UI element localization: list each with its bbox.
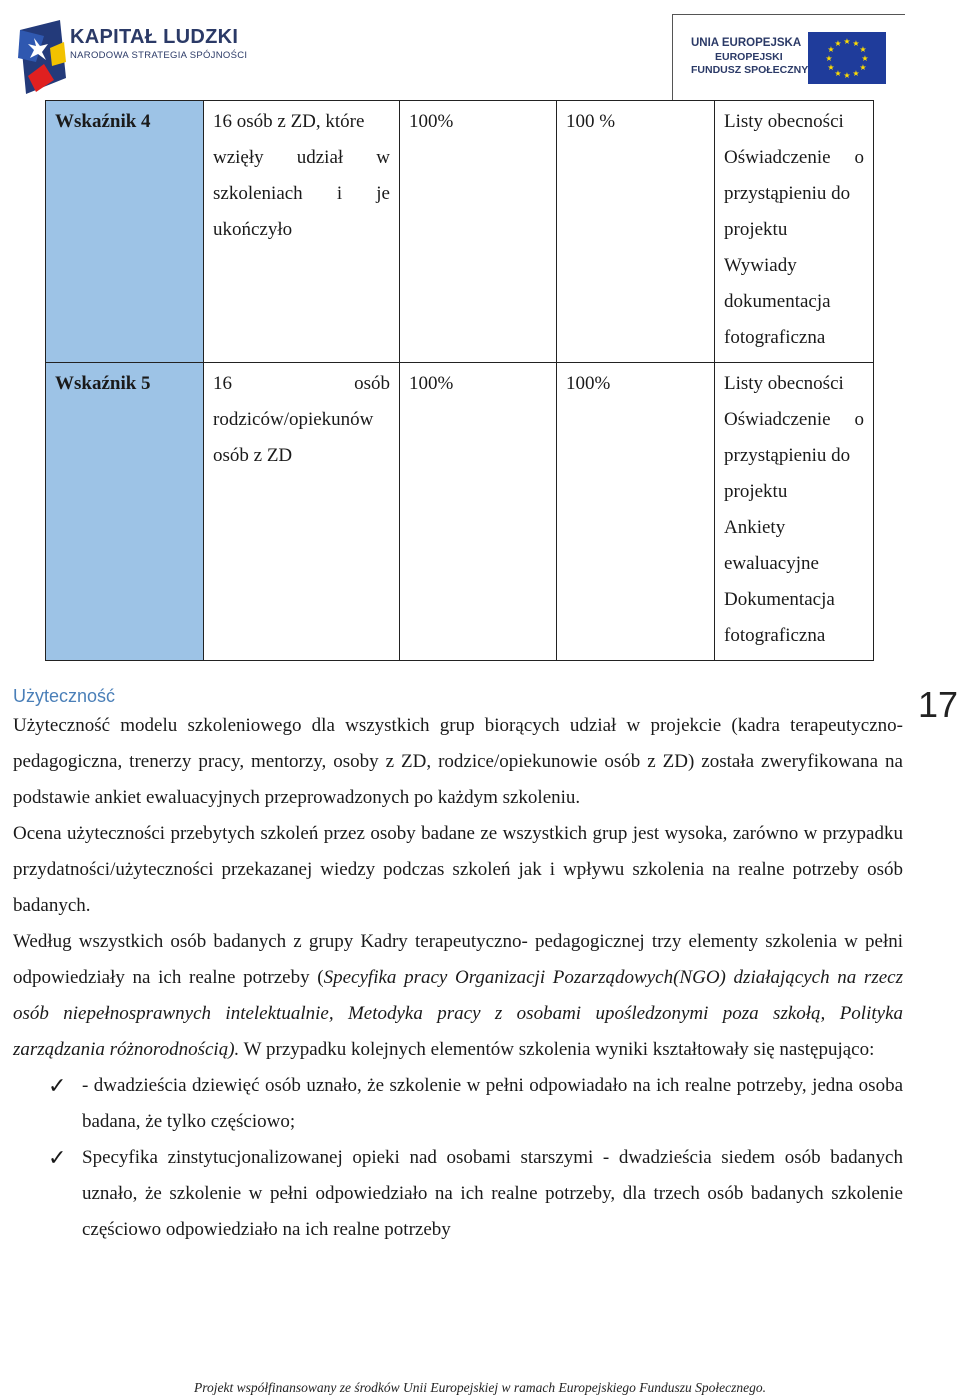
source-line: Listy obecności xyxy=(724,111,844,132)
desc-line: rodziców/opiekunów xyxy=(213,409,374,430)
indicator-sources xyxy=(715,363,874,661)
kapital-ludzki-emblem-icon xyxy=(14,18,70,96)
paragraph-3 xyxy=(13,924,903,1068)
svg-text:★: ★ xyxy=(834,69,842,78)
svg-text:★: ★ xyxy=(834,39,842,48)
table-row xyxy=(46,363,874,661)
svg-text:★: ★ xyxy=(859,45,867,54)
source-line: Dokumentacja xyxy=(724,589,835,610)
source-line: fotograficzna xyxy=(724,625,826,646)
section-usefulness xyxy=(13,684,903,1248)
desc-line: szkoleniach i je xyxy=(213,183,390,204)
list-item xyxy=(13,1068,903,1140)
paragraph-2: Ocena użyteczności przebytych szkoleń przez osoby badane ze wszystkich grup jest wysoka, zarówno w przypadku przydatności/użyteczności przekazanej wiedzy podczas szkoleń jak i wpływu szkolenia na realne potrzeby osób badanych. xyxy=(13,823,903,916)
eu-efs-logo xyxy=(672,14,905,101)
paragraph-1: Użyteczność modelu szkoleniowego dla wszystkich grup biorących udział w projekcie (kadra terapeutyczno-pedagogiczna, trenerzy pracy, mentorzy, osoby z ZD, rodzice/opiekunowie osób z ZD) została zweryfikowana na podstawie ankiet ewaluacyjnych przeprowadzonych po każdym szkoleniu. xyxy=(13,715,903,808)
kapital-ludzki-subtitle: NARODOWA STRATEGIA SPÓJNOŚCI xyxy=(70,50,248,61)
svg-text:★: ★ xyxy=(852,39,860,48)
indicator-name: Wskaźnik 4 xyxy=(46,101,204,363)
source-line: Ankiety xyxy=(724,517,786,538)
svg-text:★: ★ xyxy=(827,45,835,54)
results-list xyxy=(13,1068,903,1248)
list-item-text: Specyfika zinstytucjonalizowanej opieki nad osobami starszymi - dwadzieścia siedem osób badanych uznało, że szkolenie w pełni odpowiedziało na ich realne potrzeby, dla trzech osób badanych szkolenie częściowo odpowiedziało na ich realne potrzeby xyxy=(82,1147,903,1240)
svg-text:★: ★ xyxy=(825,54,833,63)
source-line: Oświadczenie o xyxy=(724,147,864,168)
source-line: projektu xyxy=(724,481,788,502)
desc-line: ukończyło xyxy=(213,219,293,240)
desc-line: osób z ZD xyxy=(213,445,293,466)
svg-text:★: ★ xyxy=(859,63,867,72)
source-line: projektu xyxy=(724,219,788,240)
kapital-ludzki-title: KAPITAŁ LUDZKI xyxy=(70,26,239,48)
table-row xyxy=(46,101,874,363)
indicator-description xyxy=(204,363,400,661)
checkmark-icon: ✓ xyxy=(48,1145,67,1170)
list-item-text: - dwadzieścia dziewięć osób uznało, że szkolenie w pełni odpowiadało na ich realne potrzeby, jedna osoba badana, że tylko częściowo; xyxy=(82,1075,903,1132)
indicator-value: 100% xyxy=(400,101,557,363)
footer-note: Projekt współfinansowany ze środków Unii Europejskiej w ramach Europejskiego Funduszu Społecznego. xyxy=(193,1380,767,1395)
paragraph-3-end: W przypadku kolejnych elementów szkolenia wyniki kształtowały się następująco: xyxy=(239,1039,875,1060)
indicator-value: 100% xyxy=(400,363,557,661)
svg-text:★: ★ xyxy=(852,69,860,78)
eu-flag-icon xyxy=(808,32,886,84)
indicator-value: 100% xyxy=(557,363,715,661)
eu-line-3: FUNDUSZ SPOŁECZNY xyxy=(691,64,809,76)
source-line: Oświadczenie o xyxy=(724,409,864,430)
svg-text:★: ★ xyxy=(861,54,869,63)
source-line: przystąpieniu do xyxy=(724,445,851,466)
source-line: Listy obecności xyxy=(724,373,844,394)
indicator-description xyxy=(204,101,400,363)
paragraph-3-start: Według wszystkich osób badanych z grupy Kadry terapeutyczno- pedagogicznej trzy elementy szkolenia w pełni odpowiedziały na ich realne potrzeby ( xyxy=(13,931,903,988)
desc-line: wzięły udział w xyxy=(213,147,390,168)
desc-line: 16 osób z ZD, które xyxy=(213,111,365,132)
desc-line: 16 osób xyxy=(213,373,390,394)
training-elements-italic: Specyfika pracy Organizacji Pozarządowych(NGO) działających na rzecz osób niepełnosprawnych intelektualnie, Metodyka pracy z osobami upośledzonymi poza szkołą, Polityka zarządzania różnorodnością). xyxy=(13,967,903,1060)
page-number: 17 xyxy=(918,684,959,725)
indicator-sources xyxy=(715,101,874,363)
indicator-value: 100 % xyxy=(557,101,715,363)
checkmark-icon: ✓ xyxy=(48,1073,67,1098)
source-line: przystąpieniu do xyxy=(724,183,851,204)
source-line: ewaluacyjne xyxy=(724,553,819,574)
svg-text:★: ★ xyxy=(827,63,835,72)
svg-text:★: ★ xyxy=(843,37,851,46)
svg-text:★: ★ xyxy=(843,71,851,80)
list-item xyxy=(13,1140,903,1248)
source-line: fotograficzna xyxy=(724,327,826,348)
source-line: Wywiady xyxy=(724,255,797,276)
eu-line-1: UNIA EUROPEJSKA xyxy=(691,37,802,49)
eu-line-2: EUROPEJSKI xyxy=(715,51,783,63)
indicators-table xyxy=(45,100,874,661)
section-heading: Użyteczność xyxy=(13,686,116,706)
source-line: dokumentacja xyxy=(724,291,831,312)
indicator-name: Wskaźnik 5 xyxy=(46,363,204,661)
